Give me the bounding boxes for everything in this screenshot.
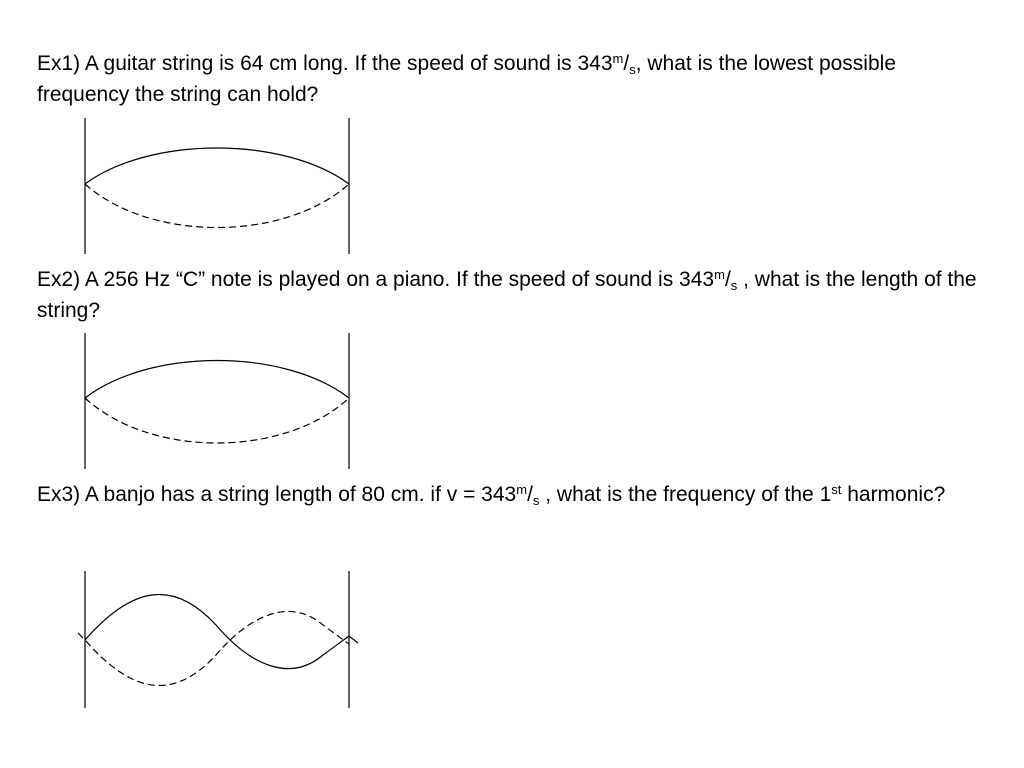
question-2: [37, 264, 977, 326]
wave-dashed: [85, 398, 349, 443]
question-3-text: Ex3) A banjo has a string length of 80 cm. if v = 343: [37, 483, 517, 506]
unit-denominator: s: [532, 493, 540, 508]
wave-solid: [85, 148, 349, 184]
wave-solid: [85, 361, 349, 399]
unit-numerator: m: [516, 482, 528, 497]
standing-wave-diagram-2: [0, 333, 420, 473]
question-2-text: Ex2) A 256 Hz “C” note is played on a piano. If the speed of sound is 343: [37, 268, 715, 291]
question-3-text-end: harmonic?: [841, 483, 946, 506]
unit-slash: /: [724, 268, 731, 291]
wave-solid: [85, 594, 358, 668]
question-3: [37, 479, 977, 510]
unit-slash: /: [623, 52, 630, 75]
unit-denominator: s: [629, 62, 636, 77]
ordinal-superscript: st: [831, 482, 842, 497]
unit-numerator: m: [714, 267, 725, 282]
standing-wave-diagram-3: [0, 571, 420, 711]
unit-numerator: m: [612, 51, 624, 66]
question-1-text: Ex1) A guitar string is 64 cm long. If the speed of sound is 343: [37, 52, 613, 75]
question-1-text-end: , what is the lowest possible frequency the string can hold?: [37, 52, 896, 106]
unit-denominator: s: [730, 278, 738, 293]
question-2-text-end: , what is the length of the string?: [37, 268, 977, 322]
question-3-text-mid: , what is the frequency of the 1: [539, 483, 832, 506]
unit-slash: /: [527, 483, 533, 506]
wave-dashed: [85, 184, 349, 228]
question-1: [37, 48, 977, 110]
standing-wave-diagram-1: [0, 118, 420, 258]
